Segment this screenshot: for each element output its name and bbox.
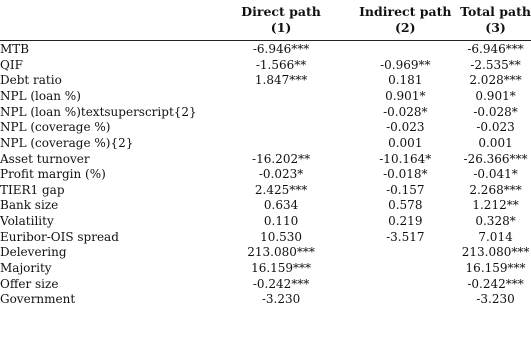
header-direct-number: (1): [270, 20, 292, 35]
path-coefficients-table: [0, 4, 531, 308]
indirect-path-value: 0.578: [388, 198, 423, 213]
indirect-path-value: [350, 277, 460, 293]
header-row: [0, 4, 531, 36]
total-path-value: 2.268***: [469, 182, 522, 197]
indirect-path-value: -10.164*: [379, 151, 432, 166]
table-body: [0, 36, 531, 308]
total-path-value: 1.212**: [472, 198, 519, 213]
row-label: Delevering: [0, 245, 67, 260]
row-label: QIF: [0, 57, 23, 72]
row-label: MTB: [0, 42, 30, 57]
table-row: [0, 245, 531, 261]
row-label: NPL (loan %)textsuperscript{2}: [0, 104, 197, 119]
total-path-value: 2.028***: [469, 73, 522, 88]
table-row: [0, 214, 531, 230]
total-path-value: 7.014: [478, 229, 513, 244]
direct-path-value: 0.634: [263, 198, 299, 213]
direct-path-value: -16.202**: [252, 151, 311, 166]
direct-path-value: 1.847***: [254, 73, 308, 88]
row-label: Bank size: [0, 198, 59, 213]
direct-path-value: [212, 136, 351, 152]
indirect-path-value: 0.219: [388, 214, 423, 229]
table-row: [0, 120, 531, 136]
table-row: [0, 261, 531, 277]
total-path-value: -6.946***: [467, 42, 524, 57]
total-path-value: -0.041*: [473, 167, 518, 182]
total-path-value: 0.901*: [475, 88, 516, 103]
direct-path-value: 0.110: [263, 214, 299, 229]
row-label: Government: [0, 292, 76, 307]
table-row: [0, 277, 531, 293]
header-direct-title: Direct path: [241, 4, 321, 19]
row-label: NPL (loan %): [0, 88, 81, 103]
indirect-path-value: -0.023: [386, 120, 425, 135]
direct-path-value: [212, 89, 351, 105]
header-total-number: (3): [485, 20, 506, 35]
total-path-value: -26.366***: [463, 151, 528, 166]
indirect-path-value: 0.181: [388, 73, 423, 88]
indirect-path-value: -3.517: [386, 229, 425, 244]
header-indirect-number: (2): [395, 20, 416, 35]
row-label: Volatility: [0, 214, 54, 229]
indirect-path-value: 0.901*: [385, 88, 426, 103]
indirect-path-value: 0.001: [388, 135, 423, 150]
header-blank: [0, 4, 212, 36]
total-path-value: -0.028*: [473, 104, 518, 119]
indirect-path-value: [350, 261, 460, 277]
table-row: [0, 198, 531, 214]
row-label: NPL (coverage %){2}: [0, 135, 134, 150]
row-label: Asset turnover: [0, 151, 90, 166]
table-row: [0, 136, 531, 152]
total-path-value: -3.230: [476, 292, 515, 307]
row-label: NPL (coverage %): [0, 120, 111, 135]
total-path-value: 0.001: [478, 135, 513, 150]
indirect-path-value: -0.018*: [383, 167, 428, 182]
indirect-path-value: [350, 292, 460, 308]
indirect-path-value: -0.157: [386, 182, 425, 197]
indirect-path-value: -0.969**: [380, 57, 431, 72]
total-path-value: -0.242***: [467, 276, 524, 291]
direct-path-value: -0.023*: [258, 167, 304, 182]
direct-path-value: 2.425***: [254, 182, 308, 197]
total-path-value: 0.328*: [475, 214, 516, 229]
table-row: [0, 230, 531, 246]
row-label: Profit margin (%): [0, 167, 106, 182]
total-path-value: 16.159***: [465, 260, 526, 275]
indirect-path-value: [350, 42, 460, 58]
table-row: [0, 151, 531, 167]
direct-path-value: 213.080***: [247, 245, 315, 260]
row-label: Offer size: [0, 276, 59, 291]
row-label: Euribor-OIS spread: [0, 229, 119, 244]
row-label: Majority: [0, 260, 52, 275]
total-path-value: 213.080***: [461, 245, 530, 260]
table-row: [0, 167, 531, 183]
table-row: [0, 73, 531, 89]
row-label: TIER1 gap: [0, 182, 65, 197]
direct-path-value: -0.242***: [252, 276, 310, 291]
direct-path-value: 16.159***: [251, 260, 312, 275]
table-row: [0, 105, 531, 121]
direct-path-value: -1.566**: [255, 57, 307, 72]
direct-path-value: -6.946***: [252, 42, 310, 57]
total-path-value: -0.023: [476, 120, 515, 135]
header-rule-line: [0, 40, 531, 41]
indirect-path-value: -0.028*: [383, 104, 428, 119]
direct-path-value: [212, 105, 351, 121]
direct-path-value: [212, 120, 351, 136]
header-total-path: [460, 4, 531, 36]
header-direct-path: [212, 4, 351, 36]
indirect-path-value: [350, 245, 460, 261]
table-row: [0, 58, 531, 74]
table-row: [0, 89, 531, 105]
row-label: Debt ratio: [0, 73, 62, 88]
header-total-title: Total path: [460, 4, 531, 19]
table-row: [0, 183, 531, 199]
table-row: [0, 292, 531, 308]
header-indirect-path: [350, 4, 460, 36]
header-indirect-title: Indirect path: [359, 4, 452, 19]
table-row: [0, 42, 531, 58]
direct-path-value: -3.230: [261, 292, 301, 307]
direct-path-value: 10.530: [260, 229, 303, 244]
total-path-value: -2.535**: [470, 57, 521, 72]
